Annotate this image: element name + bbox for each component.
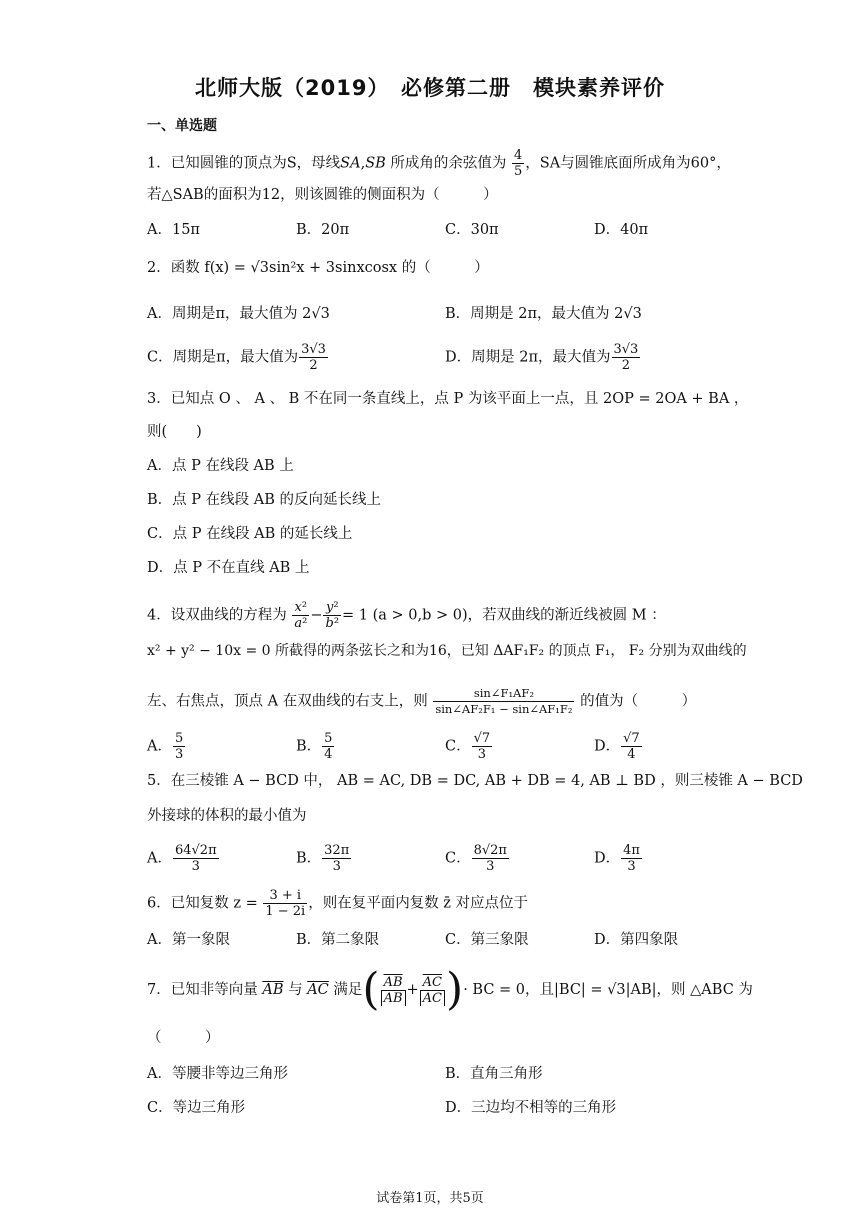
fraction: $\frac{4}{5}$: [514, 148, 523, 179]
fraction: $\frac{\overline{AB}}{AB}$: [381, 975, 406, 1006]
q2-option-a[interactable]: A．周期是π，最大值为 2√3: [147, 306, 330, 322]
q5-option-d[interactable]: D． $\frac{4\pi}{3}$: [594, 843, 640, 874]
q6-option-c[interactable]: C．第三象限: [445, 932, 529, 948]
q1-option-c[interactable]: C．30π: [445, 222, 499, 238]
fraction: $\frac{3 + i}{1 - 2i}$: [265, 888, 306, 919]
q4-option-a[interactable]: A． $\frac{5}{3}$: [147, 731, 184, 762]
q7-option-b[interactable]: B．直角三角形: [445, 1066, 543, 1082]
q7-option-c[interactable]: C．等边三角形: [147, 1100, 246, 1116]
q7-option-d[interactable]: D．三边均不相等的三角形: [445, 1100, 617, 1116]
question-5-stem-line2: 外接球的体积的最小值为: [147, 808, 307, 824]
fraction: $\frac{\text{y²}}{\text{b²}}$: [325, 600, 340, 631]
q3-option-c[interactable]: C．点 P 在线段 AB 的延长线上: [147, 526, 353, 542]
question-3-stem-line2: 则( ): [147, 424, 202, 440]
question-5-stem: 5．在三棱锥 A − BCD 中， AB = AC, DB = DC, AB + DB = 4, AB ⊥ BD ，则三棱锥 A − BCD: [147, 773, 803, 789]
q5-option-b[interactable]: B． $\frac{32\pi}{3}$: [296, 843, 350, 874]
fraction: $\frac{\text{sin∠F₁AF₂}}{\text{sin∠AF₂F₁ − sin∠AF₁F₂}}$: [435, 686, 573, 716]
q5-option-c[interactable]: C． $\frac{8√2\pi}{3}$: [445, 843, 507, 874]
question-4-stem: 4．设双曲线的方程为 $\frac{\text{x²}}{\text{a²}}$ − $\frac{\text{y²}}{\text{b²}}$ = 1 (a > 0,b > 0)，若双曲线的渐近线被圆 M ：: [147, 600, 666, 631]
question-4-stem-line3: 左、右焦点，顶点 A 在双曲线的右支上，则 $\frac{\text{sin∠F₁AF₂}}{\text{sin∠AF₂F₁ − sin∠AF₁F₂}}$ 的值为（ ）: [147, 686, 697, 716]
q3-option-a[interactable]: A．点 P 在线段 AB 上: [147, 458, 294, 474]
q2-option-d[interactable]: D．周期是 2π，最大值为 $\frac{3√3}{2}$: [445, 342, 639, 373]
question-1-stem: 1．已知圆锥的顶点为S，母线SA,SB 所成角的余弦值为 $\frac{4}{5}$ ，SA与圆锥底面所成角为60°，: [147, 148, 731, 179]
q5-option-a[interactable]: A． $\frac{64√2\pi}{3}$: [147, 843, 217, 874]
q2-option-b[interactable]: B．周期是 2π，最大值为 2√3: [445, 306, 642, 322]
q3-option-d[interactable]: D．点 P 不在直线 AB 上: [147, 560, 310, 576]
question-1-stem-line2: 若△SAB的面积为12，则该圆锥的侧面积为（ ）: [147, 187, 498, 203]
q1-option-b[interactable]: B．20π: [296, 222, 350, 238]
section-heading: 一、单选题: [147, 118, 217, 134]
question-2-stem: 2．函数 f(x) = √3sin²x + 3sinxcosx 的（ ）: [147, 260, 489, 276]
page-title: 北师大版（2019） 必修第二册 模块素养评价: [195, 76, 665, 100]
q6-option-a[interactable]: A．第一象限: [147, 932, 230, 948]
fraction: $\frac{3√3}{2}$: [613, 342, 639, 373]
q7-option-a[interactable]: A．等腰非等边三角形: [147, 1066, 288, 1082]
q4-option-b[interactable]: B． $\frac{5}{4}$: [296, 731, 333, 762]
question-7-stem-line2: （ ）: [147, 1030, 220, 1046]
q4-option-c[interactable]: C． $\frac{√7}{3}$: [445, 731, 491, 762]
fraction: $\frac{\text{x²}}{\text{a²}}$: [294, 600, 308, 631]
question-4-stem-line2: x² + y² − 10x = 0 所截得的两条弦长之和为16，已知 ΔAF₁F₂ 的顶点 F₁， F₂ 分别为双曲线的: [147, 643, 747, 659]
q2-option-c[interactable]: C．周期是π，最大值为 $\frac{3√3}{2}$: [147, 342, 326, 373]
fraction: $\frac{3√3}{2}$: [301, 342, 326, 373]
q1-option-d[interactable]: D．40π: [594, 222, 649, 238]
question-7-stem: 7．已知非等向量 $\overline{AB}$ 与 $\overline{AC}$ 满足( $\frac{\overline{AB}}{AB}$ + $\frac{\overline{AC}}{AC}$ )· BC = 0，且|BC| = √3|AB|，则 △ABC 为: [147, 964, 753, 1015]
question-6-stem: 6．已知复数 z = $\frac{3 + i}{1 - 2i}$ ，则在复平面内复数 z̄ 对应点位于: [147, 888, 529, 919]
q4-option-d[interactable]: D． $\frac{√7}{4}$: [594, 731, 640, 762]
q3-option-b[interactable]: B．点 P 在线段 AB 的反向延长线上: [147, 492, 381, 508]
q1-option-a[interactable]: A．15π: [147, 222, 200, 238]
q6-option-b[interactable]: B．第二象限: [296, 932, 380, 948]
page-footer: 试卷第1页，共5页: [376, 1191, 484, 1206]
fraction: $\frac{\overline{AC}}{AC}$: [420, 975, 445, 1006]
question-3-stem: 3．已知点 O 、 A 、 B 不在同一条直线上，点 P 为该平面上一点，且 2OP = 2OA + BA ，: [147, 391, 749, 407]
q6-option-d[interactable]: D．第四象限: [594, 932, 679, 948]
